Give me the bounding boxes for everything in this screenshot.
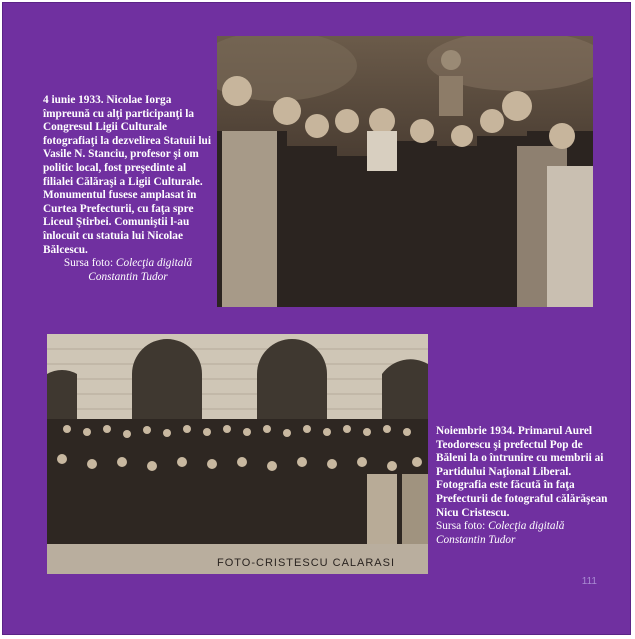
caption-top-source-name: Colecţia digitală Constantin Tudor <box>88 257 193 283</box>
caption-top-text: 4 iunie 1933. Nicolae Iorga împreună cu alţi participanţi la Congresul Ligii Culturale fotografiaţi la dezvelirea Statuii lui Vasile N. Stanciu, profesor şi om politic local, fost preşedinte al filialei Călăraşi a Ligii Culturale. Monumentul fusese amplasat în Curtea Prefecturii, cu faţa spre Liceul Ştirbei. Comuniştii l-au înlocuit cu statuia lui Nicolae Bălcescu. <box>43 94 211 256</box>
photo-prefecture-gathering-image <box>47 334 428 574</box>
caption-top <box>43 94 213 284</box>
caption-top-source <box>43 257 213 284</box>
caption-bottom <box>436 425 608 547</box>
photo-inscription: FOTO-CRISTESCU CALARASI <box>217 557 396 569</box>
page <box>2 2 631 635</box>
caption-bottom-source-label: Sursa foto: <box>436 520 486 533</box>
photo-prefecture-gathering <box>47 334 428 574</box>
photo-statue-unveiling <box>217 36 593 307</box>
page-number: 111 <box>581 576 597 587</box>
caption-bottom-source <box>436 520 608 547</box>
caption-bottom-source-name: Colecţia digitală Constantin Tudor <box>436 520 565 546</box>
photo-statue-unveiling-image <box>217 36 593 307</box>
caption-bottom-text: Noiembrie 1934. Primarul Aurel Teodorescu şi prefectul Pop de Băleni la o întrunire cu membrii ai Partidului Naţional Liberal. Fotografia este făcută în faţa Prefecturii de fotograful călărăşean Nicu Cristescu. <box>436 425 608 519</box>
caption-top-source-label: Sursa foto: <box>63 257 114 270</box>
